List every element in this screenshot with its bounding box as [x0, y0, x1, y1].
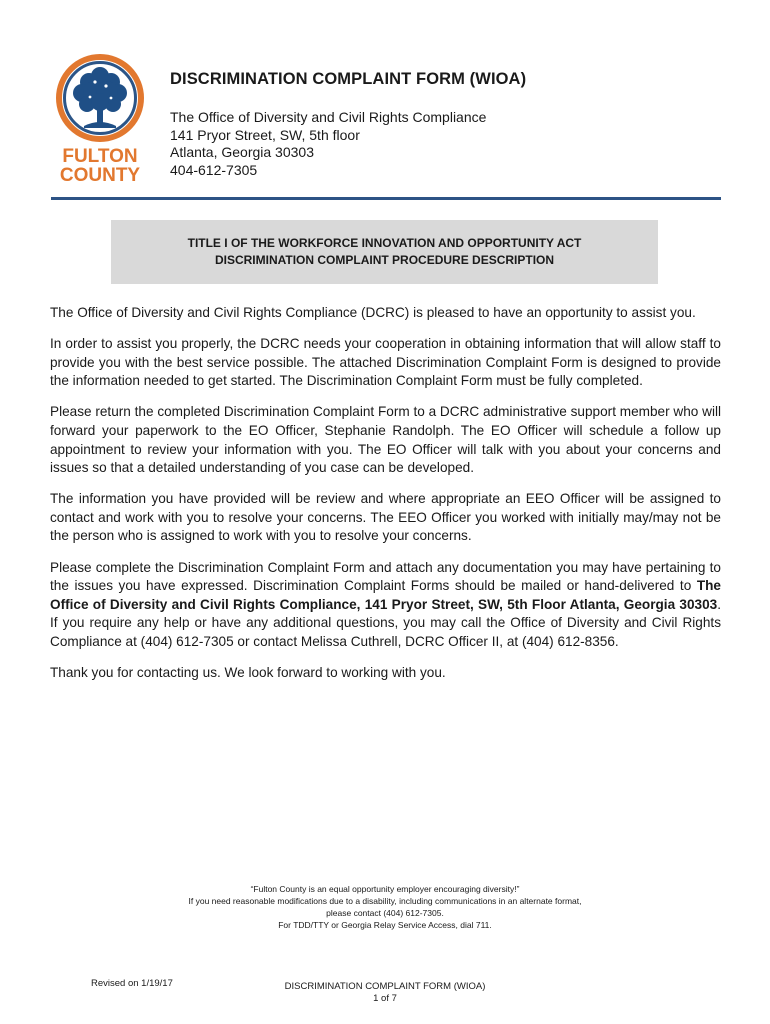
logo-line-2: COUNTY	[59, 165, 141, 186]
address-phone: 404-612-7305	[170, 161, 258, 178]
tree-seal-icon	[54, 52, 146, 187]
address-street: 141 Pryor Street, SW, 5th floor	[170, 126, 360, 143]
header-divider	[51, 197, 721, 200]
notice-line-3: please contact (404) 612-7305.	[326, 908, 444, 918]
address-city: Atlanta, Georgia 30303	[170, 144, 314, 160]
address-office: The Office of Diversity and Civil Rights Compliance	[170, 109, 487, 125]
eoe-notice	[100, 883, 670, 931]
paragraph-submit	[50, 559, 721, 652]
notice-line-2: If you need reasonable modifications due to a disability, including communications in an alternate format,	[188, 896, 582, 906]
paragraph-review: The information you have provided will be review and where appropriate an EEO Officer will be assigned to contact and work with you to resolve your concerns. The EEO Officer you worked with initially may/may not be the person who is assigned to work with you to resolve your concerns.	[50, 491, 721, 544]
logo-line-1: FULTON	[62, 146, 138, 167]
paragraph-return-form: Please return the completed Discrimination Complaint Form to a DCRC administrative support member who will forward your paperwork to the EO Officer, Stephanie Randolph. The EO Officer will schedule a follow up appointment to review your information with you. The EO Officer will talk with you about your concerns and issues so that a detailed understanding of you case can be developed.	[50, 404, 721, 476]
footer-form-name: DISCRIMINATION COMPLAINT FORM (WIOA)	[284, 981, 486, 992]
paragraph-thanks: Thank you for contacting us. We look forward to working with you.	[50, 665, 446, 680]
page-title: DISCRIMINATION COMPLAINT FORM (WIOA)	[170, 70, 527, 88]
banner-line-1: TITLE I OF THE WORKFORCE INNOVATION AND OPPORTUNITY ACT	[187, 236, 582, 250]
revised-date: Revised on 1/19/17	[91, 978, 173, 989]
banner-line-2: DISCRIMINATION COMPLAINT PROCEDURE DESCRIPTION	[214, 253, 555, 267]
header	[170, 70, 526, 179]
body-text	[50, 304, 721, 695]
notice-line-4: For TDD/TTY or Georgia Relay Service Access, dial 711.	[278, 920, 492, 930]
submit-address: The Office of Diversity and Civil Rights Compliance, 141 Pryor Street, SW, 5th Floor Atlanta, Georgia 30303	[50, 578, 721, 612]
submit-text-start: Please complete the Discrimination Complaint Form and attach any documentation you may have pertaining to the issues you have expressed. Discrimination Complaint Forms should be mailed or hand-delivered to	[50, 559, 721, 594]
page-number: 1 of 7	[373, 993, 397, 1004]
submit-text-end: . If you require any help or have any additional questions, you may call the Office of Diversity and Civil Rights Compliance at (404) 612-7305 or contact Melissa Cuthrell, DCRC Officer II, at (404) 612-8356.	[50, 596, 721, 649]
notice-line-1: “Fulton County is an equal opportunity employer encouraging diversity!”	[250, 884, 520, 894]
fulton-county-logo	[54, 52, 146, 187]
paragraph-intro: The Office of Diversity and Civil Rights Compliance (DCRC) is pleased to have an opportunity to assist you.	[50, 305, 696, 320]
paragraph-cooperation: In order to assist you properly, the DCRC needs your cooperation in obtaining information that will allow staff to provide you with the best service possible. The attached Discrimination Complaint Form is designed to provide the information needed to get started. The Discrimination Complaint Form must be fully completed.	[50, 336, 721, 389]
page-footer	[230, 981, 540, 1005]
procedure-banner	[111, 220, 658, 284]
